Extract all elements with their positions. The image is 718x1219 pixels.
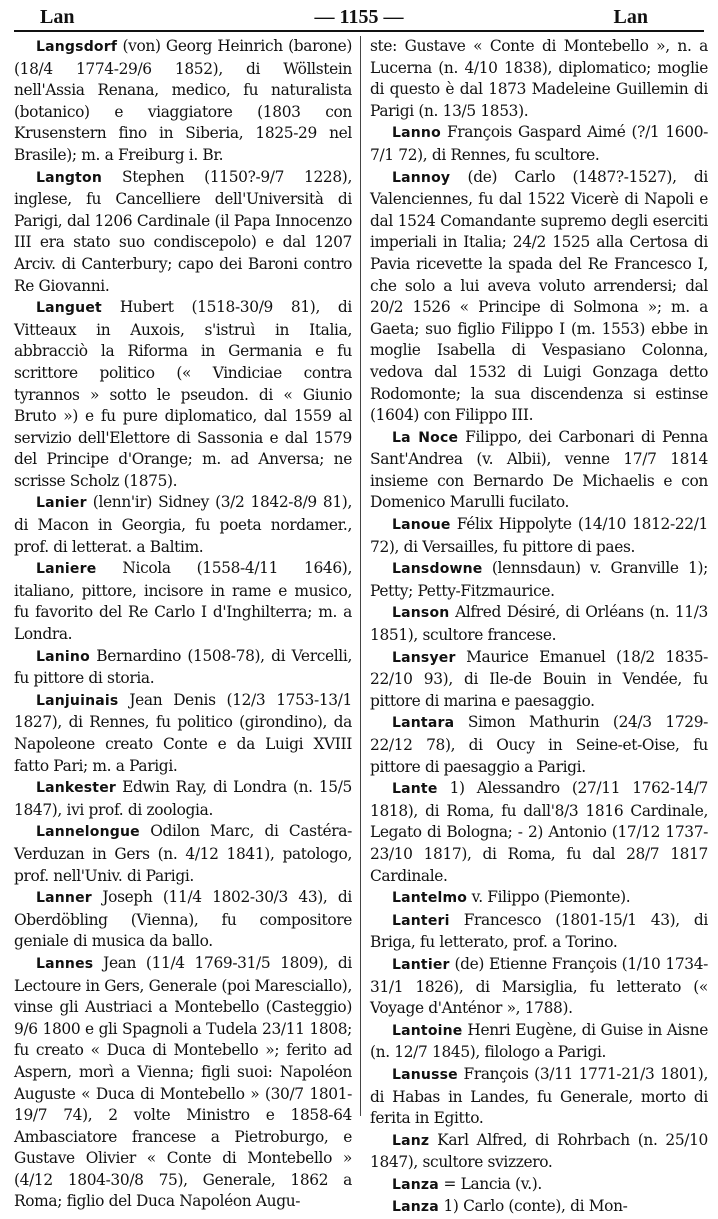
dictionary-entry [370,712,708,778]
dictionary-entry [370,122,708,166]
entry-headword: Lanteri [392,912,450,929]
entry-text: Hubert (1518-30/9 81), di Vitteaux in Auxois, s'istruì in Italia, abbracciò la Riforma in Germania e fu scrittore politico (« Vindiciae contra tyrannos » sotto le pseudon. di « Giunio Bruto ») e fu pure diplomatico, dal 1559 al servizio dell'Elettore di Sassonia e dal 1579 del Principe d'Orange; m. ad Anversa; ne scrisse Scholz (1875). [14,298,352,490]
entry-headword: Lanza [392,1176,439,1193]
entry-headword: Lantelmo [392,890,468,907]
entry-headword: Lanza [392,1199,439,1216]
entry-headword: Langsdorf [36,39,118,55]
entry-text: François (3/11 1771-21/3 1801), di Habas in Landes, fu Generale, morto di ferita in Egitto. [370,1064,708,1128]
entry-text: Simon Mathurin (24/3 1729-22/12 78), di Oucy in Seine-et-Oise, fu pittore di paesaggio a Parigi. [370,713,708,776]
dictionary-entry [370,954,708,1020]
entry-text: Joseph (11/4 1802-30/3 43), di Oberdöbling (Vienna), fu compositore geniale di musica da ballo. [14,888,352,951]
entry-text: Jean (11/4 1769-31/5 1809), di Lectoure in Gers, Generale (poi Maresciallo), vinse gli Austriaci a Montebello (Casteggio) 9/6 1800 e gli Spagnoli a Tudela 23/11 1808; fu creato « Duca di Montebello »; ferito ad Aspern, morì a Vienna; figli suoi: Napoléon Auguste « Duca di Montebello » (30/7 1801-19/7 74), 2 volte Ministro e 1858-64 Ambasciatore francese a Pietroburgo, e Gustave Olivier « Conte di Montebello » (4/12 1804-30/8 75), Generale, 1862 a Roma; figlio del Duca Napoléon Augu- [14,953,352,1211]
entry-headword: Lantier [392,956,450,973]
entry-text: Bernardino (1508-78), di Vercelli, fu pittore di storia. [14,646,352,688]
dictionary-entry [14,36,352,167]
entry-text: 1) Carlo (conte), di Mon- [438,1197,628,1216]
entry-headword: Languet [36,300,102,317]
entry-headword: Lansyer [392,649,456,666]
dictionary-entry [370,887,708,910]
entry-text: Stephen (1150?-9/7 1228), inglese, fu Cancelliere dell'Università di Parigi, dal 1206 Cardinale (il Papa Innocenzo III era stato suo condiscepolo) e dal 1207 Arciv. di Canterbury; capo dei Baroni contro Re Giovanni. [14,167,352,295]
entry-headword: Lanino [36,648,90,665]
entry-headword: Lantara [392,715,455,732]
entry-headword: Lanz [392,1132,430,1149]
entry-headword: Lanner [36,890,92,907]
dictionary-entry [370,647,708,713]
dictionary-entry [370,602,708,646]
entry-headword: Lannes [36,955,94,972]
running-head-right: Lan [613,6,648,28]
entry-text: Maurice Emanuel (18/2 1835-22/10 93), di Ile-de Bouin in Vendée, fu pittore di marina e paesaggio. [370,647,708,710]
dictionary-entry [14,690,352,777]
entry-text: v. Filippo (Piemonte). [467,888,631,907]
entry-headword: Lanjuinais [36,692,119,709]
right-column [370,36,708,1216]
entry-text: (lennsdaun) v. Granville 1); Petty; Petty-Fitzmaurice. [370,559,708,600]
page-number: — 1155 — [314,6,404,28]
dictionary-entry [14,777,352,821]
dictionary-entry [14,887,352,953]
entry-text: Félix Hippolyte (14/10 1812-22/1 72), di Versailles, fu pittore di paes. [370,515,708,556]
dictionary-entry [14,492,352,558]
entry-text: Nicola (1558-4/11 1646), italiano, pittore, incisore in rame e musico, fu favorito del Re Carlo I d'Inghilterra; m. a Londra. [14,559,352,644]
entry-text: (de) Etienne François (1/10 1734-31/1 1826), di Marsiglia, fu letterato (« Voyage d'Anténor », 1788). [370,954,708,1018]
entry-text: Alfred Désiré, di Orléans (n. 11/3 1851), scultore francese. [370,603,708,645]
entry-headword: Lantoine [392,1022,463,1039]
entry-text: (lenn'ir) Sidney (3/2 1842-8/9 81), di Macon in Georgia, fu poeta nordamer., prof. di letterat. a Baltim. [14,493,352,556]
dictionary-entry [370,1064,708,1130]
entry-headword: Lanier [36,495,87,512]
entry-text: Filippo, dei Carbonari di Penna Sant'Andrea (v. Albii), venne 17/7 1814 insieme con Bernardo De Michaelis e con Domenico Marulli fucilato. [370,427,708,512]
dictionary-entry [370,910,708,954]
dictionary-entry [14,297,352,492]
entry-headword: Lannoy [392,169,451,186]
entry-headword: Laniere [36,561,97,578]
entry-text: Francesco (1801-15/1 43), di Briga, fu letterato, prof. a Torino. [370,910,708,952]
entry-text: Karl Alfred, di Rohrbach (n. 25/10 1847), scultore svizzero. [370,1130,708,1172]
dictionary-entry [14,953,352,1213]
dictionary-entry [370,1020,708,1064]
entry-text: ste: Gustave « Conte di Montebello », n. a Lucerna (n. 4/10 1838), diplomatico; moglie di questo è dal 1873 Madeleine Guillemin di Parigi (n. 13/5 1853). [370,37,708,120]
dictionary-entry [14,558,352,645]
page-header [14,4,704,32]
entry-text: (von) Georg Heinrich (barone) (18/4 1774-29/6 1852), di Wöllstein nell'Assia Renana, medico, fu naturalista (botanico) e viaggiatore (1803 con Krusenstern fino in Siberia, 1825-29 nel Brasile); m. a Freiburg i. Br. [14,37,352,164]
dictionary-entry [14,821,352,887]
entry-text: Jean Denis (12/3 1753-13/1 1827), di Rennes, fu politico (girondino), da Napoleone creato Conte e da Luigi XVIII fatto Pari; m. a Parigi. [14,690,352,775]
entry-text: François Gaspard Aimé (?/1 1600-7/1 72), di Rennes, fu scultore. [370,123,708,164]
dictionary-entry [370,167,708,427]
entry-headword: Lanoue [392,517,451,534]
entry-headword: Lansdowne [392,561,483,578]
dictionary-entry [370,1196,708,1219]
dictionary-entry [370,427,708,514]
dictionary-entry [14,167,352,298]
entry-headword: Lanusse [392,1066,458,1083]
entry-headword: Lanno [392,125,441,142]
dictionary-entry [14,646,352,690]
entry-headword: Langton [36,169,103,186]
entry-text: 1) Alessandro (27/11 1762-14/7 1818), di Roma, fu dall'8/3 1816 Cardinale, Legato di Bologna; - 2) Antonio (17/12 1737-23/10 1817), di Roma, fu dal 28/7 1817 Cardinale. [370,779,708,885]
entry-text: (de) Carlo (1487?-1527), di Valenciennes, fu dal 1522 Vicerè di Napoli e dal 1524 Comandante supremo degli eserciti imperiali in Italia; 24/2 1525 alla Certosa di Pavia ricevette la spada del Re Francesco I, che solo a lui aveva voluto arrendersi; dal 20/2 1526 « Principe di Solmona »; m. a Gaeta; suo figlio Filippo I (m. 1553) ebbe in moglie Isabella di Vespasiano Colonna, vedova dal 1532 di Luigi Gonzaga detto Rodomonte; la sua discendenza si estinse (1604) con Filippo III. [370,167,708,425]
dictionary-entry [370,1174,708,1197]
entry-text: Odilon Marc, di Castéra-Verduzan in Gers (n. 4/12 1841), patologo, prof. nell'Univ. di Parigi. [14,822,352,885]
dictionary-entry [370,36,708,122]
running-head-left: Lan [40,6,75,28]
dictionary-entry [370,514,708,558]
dictionary-entry [370,1130,708,1174]
entry-headword: Lannelongue [36,824,140,841]
entry-headword: La Noce [392,429,459,446]
left-column [14,36,352,1211]
dictionary-entry [370,778,708,887]
entry-text: Henri Eugène, di Guise in Aisne (n. 12/7 1845), filologo a Parigi. [370,1020,708,1062]
dictionary-entry [370,558,708,602]
entry-text: = Lancia (v.). [438,1174,542,1193]
entry-headword: Lankester [36,780,116,797]
column-divider [360,36,361,1116]
entry-headword: Lanson [392,605,450,622]
entry-headword: Lante [392,781,438,798]
entry-text: Edwin Ray, di Londra (n. 15/5 1847), ivi prof. di zoologia. [14,778,352,819]
